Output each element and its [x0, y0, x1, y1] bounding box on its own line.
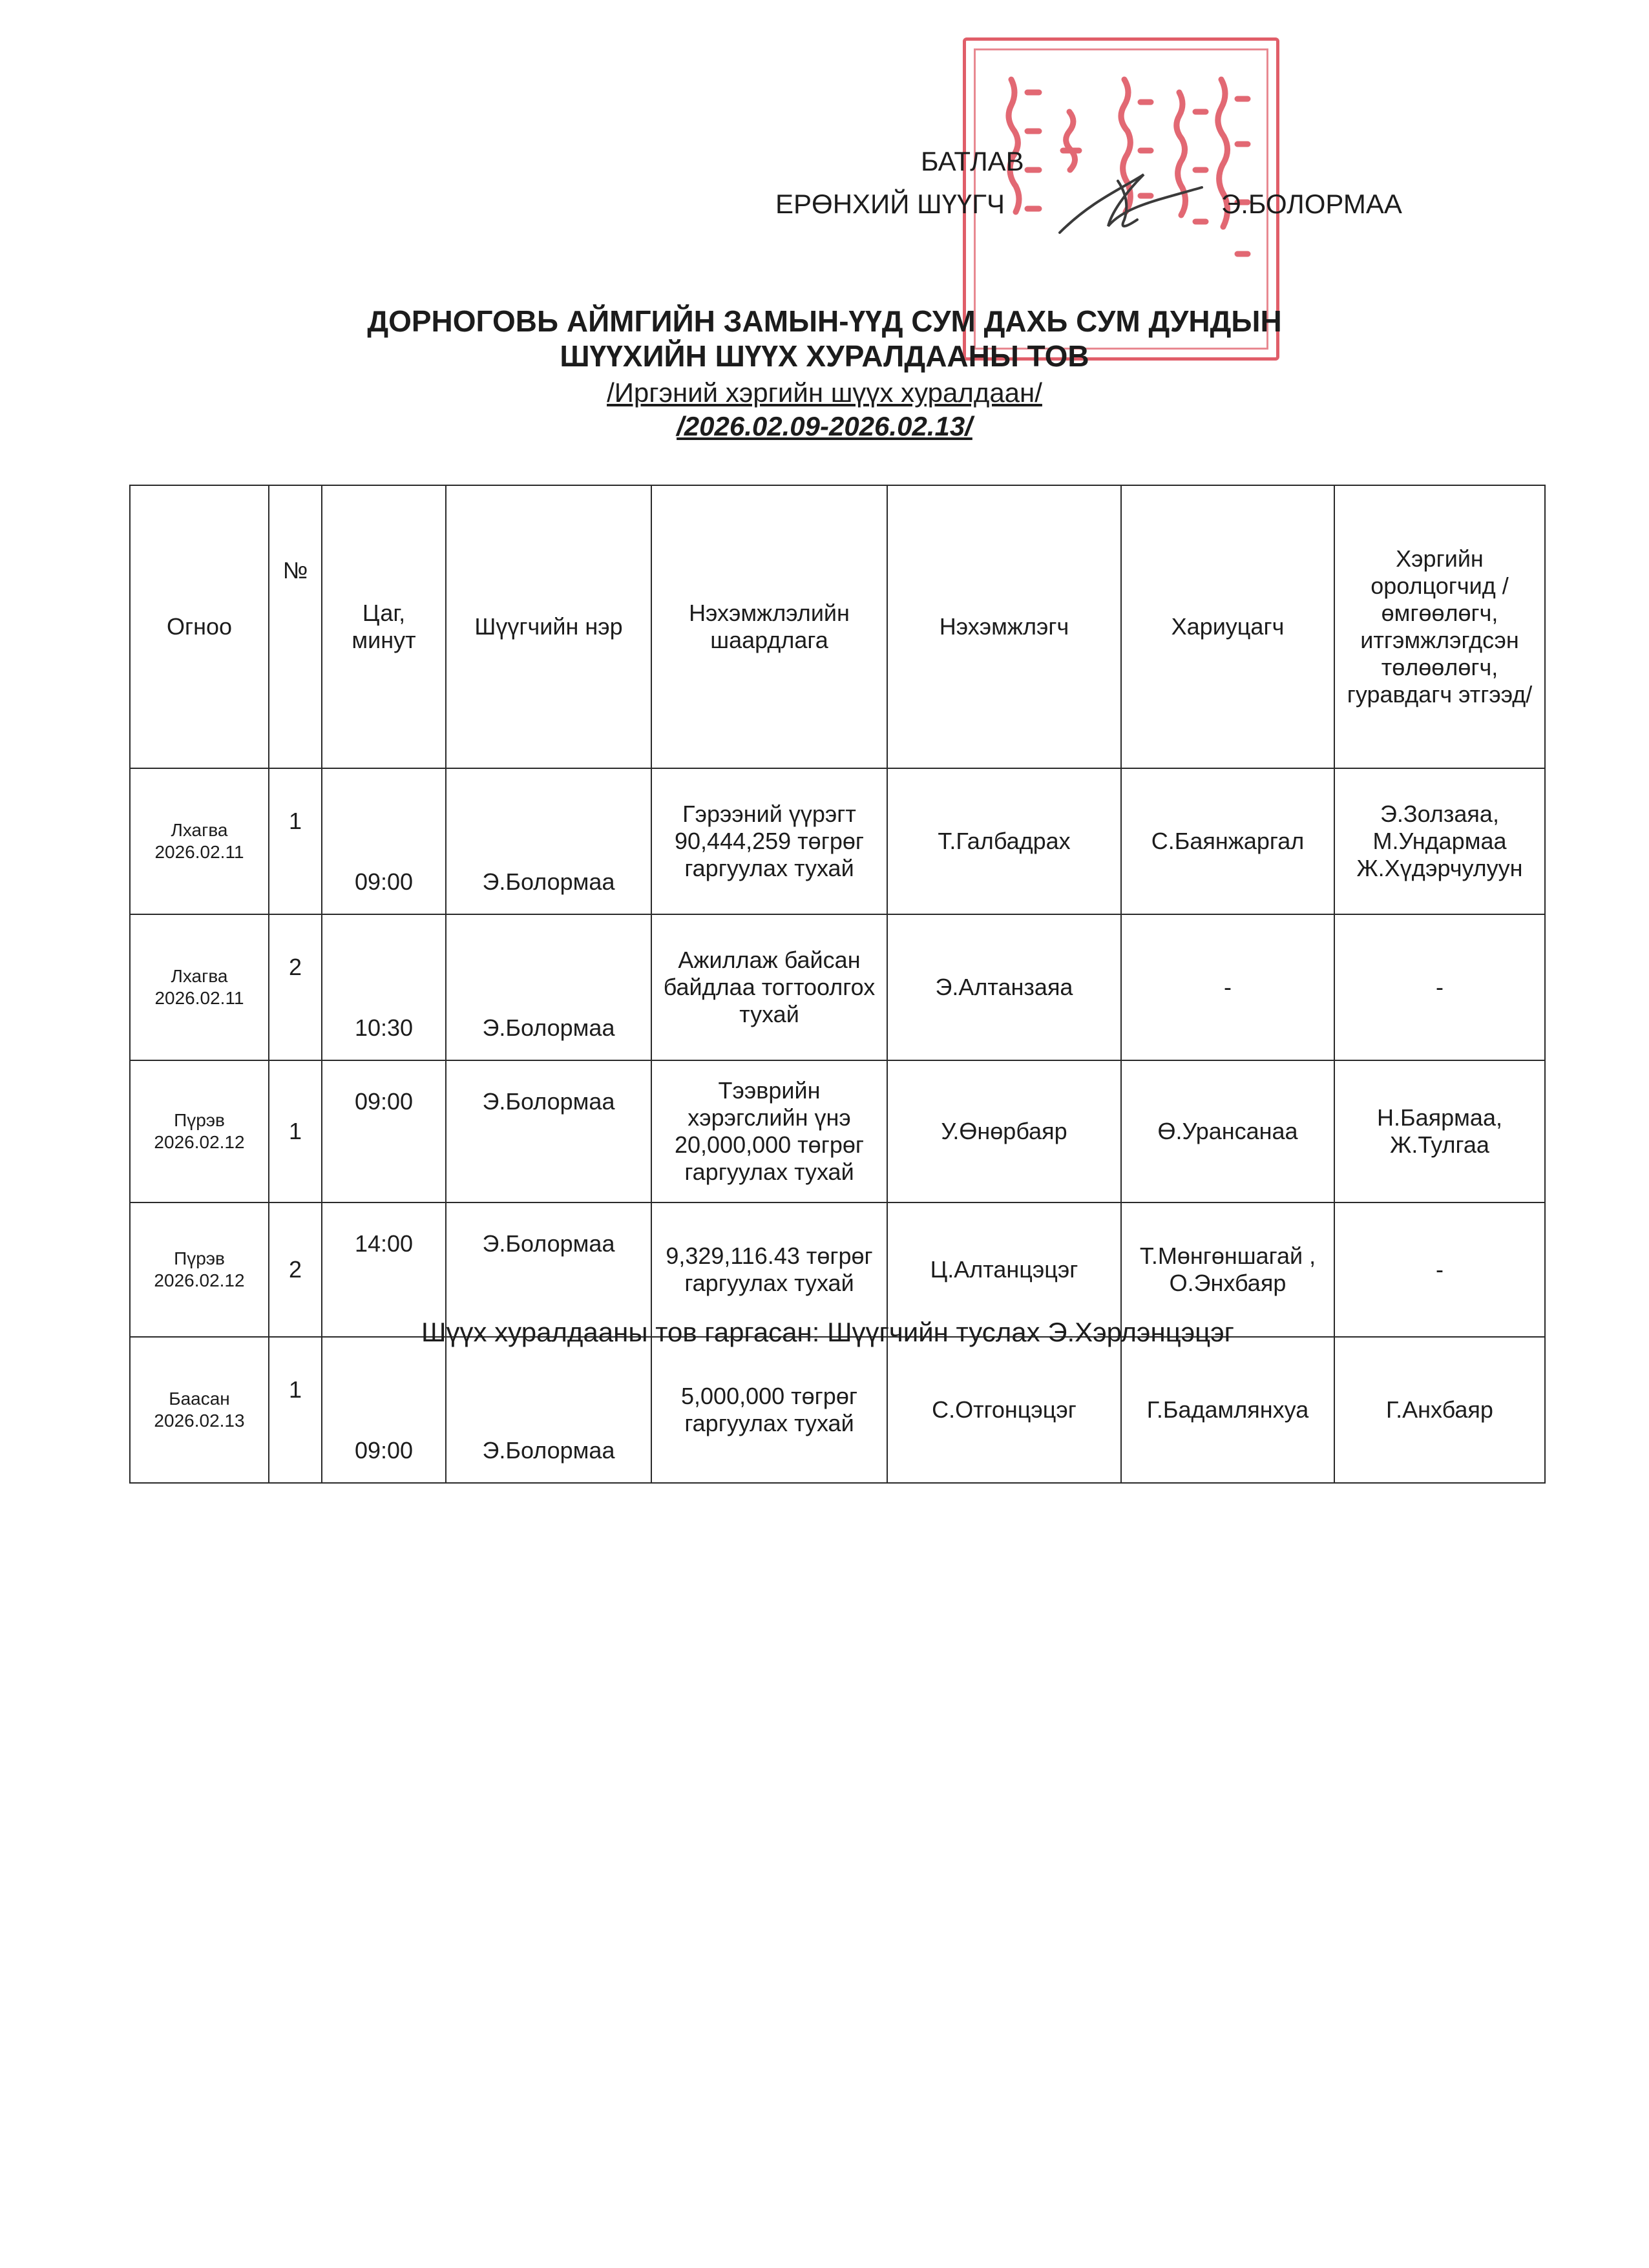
participants-cell: Н.Баярмаа, Ж.Тулгаа: [1334, 1060, 1545, 1202]
time-cell: 14:00: [322, 1202, 446, 1337]
date-cell: [130, 1337, 269, 1483]
date-cell: [130, 768, 269, 914]
judge-cell: Э.Болормаа: [446, 1202, 651, 1337]
date-cell: [130, 1060, 269, 1202]
time-cell: 09:00: [322, 1337, 446, 1483]
plaintiff-cell: Э.Алтанзаяа: [887, 914, 1121, 1060]
judge-cell: Э.Болормаа: [446, 914, 651, 1060]
day-name: Пүрэв: [174, 1110, 225, 1130]
participants-cell: Г.Анхбаяр: [1334, 1337, 1545, 1483]
date-value: 2026.02.11: [154, 842, 244, 862]
judge-cell: Э.Болормаа: [446, 768, 651, 914]
approval-role: ЕРӨНХИЙ ШҮҮГЧ: [775, 189, 1005, 219]
claim-cell: 9,329,116.43 төгрөг гаргуулах тухай: [651, 1202, 887, 1337]
time-cell: 10:30: [322, 914, 446, 1060]
day-name: Пүрэв: [174, 1248, 225, 1268]
defendant-cell: С.Баянжаргал: [1121, 768, 1334, 914]
claim-cell: Гэрээний үүрэгт 90,444,259 төгрөг гаргуулах тухай: [651, 768, 887, 914]
participants-cell: -: [1334, 1202, 1545, 1337]
day-name: Лхагва: [171, 966, 228, 986]
plaintiff-cell: Т.Галбадрах: [887, 768, 1121, 914]
title-line-2: ШҮҮХИЙН ШҮҮХ ХУРАЛДААНЫ ТОВ: [560, 339, 1089, 373]
prepared-by-note: Шүүх хуралдааны тов гаргасан: Шүүгчийн туслах Э.Хэрлэнцэцэг: [421, 1317, 1234, 1347]
header-time: Цаг, минут: [322, 485, 446, 768]
judge-cell: Э.Болормаа: [446, 1060, 651, 1202]
title-line-1: ДОРНОГОВЬ АЙМГИЙН ЗАМЫН-ҮҮД СУМ ДАХЬ СУМ ДУНДЫН: [367, 304, 1282, 338]
date-value: 2026.02.12: [154, 1270, 245, 1290]
defendant-cell: -: [1121, 914, 1334, 1060]
header-defendant: Хариуцагч: [1121, 485, 1334, 768]
claim-cell: 5,000,000 төгрөг гаргуулах тухай: [651, 1337, 887, 1483]
header-plaintiff: Нэхэмжлэгч: [887, 485, 1121, 768]
table-row: [130, 768, 1545, 914]
table-row: [130, 914, 1545, 1060]
defendant-cell: Г.Бадамлянхуа: [1121, 1337, 1334, 1483]
time-cell: 09:00: [322, 768, 446, 914]
signature-icon: [1047, 162, 1215, 246]
table-row: [130, 1337, 1545, 1483]
defendant-cell: Т.Мөнгөншагай , О.Энхбаяр: [1121, 1202, 1334, 1337]
approval-title: БАТЛАВ: [921, 146, 1024, 176]
plaintiff-cell: Ц.Алтанцэцэг: [887, 1202, 1121, 1337]
date-value: 2026.02.12: [154, 1132, 245, 1152]
document-period: /2026.02.09-2026.02.13/: [677, 411, 972, 441]
number-cell: 2: [269, 914, 322, 1060]
approval-name: Э.БОЛОРМАА: [1221, 189, 1402, 219]
judge-cell: Э.Болормаа: [446, 1337, 651, 1483]
number-cell: 1: [269, 1060, 322, 1202]
time-cell: 09:00: [322, 1060, 446, 1202]
plaintiff-cell: У.Өнөрбаяр: [887, 1060, 1121, 1202]
header-date: Огноо: [130, 485, 269, 768]
table-header-row: [130, 485, 1545, 768]
day-name: Баасан: [169, 1389, 230, 1409]
header-claim: Нэхэмжлэлийн шаардлага: [651, 485, 887, 768]
claim-cell: Ажиллаж байсан байдлаа тогтоолгох тухай: [651, 914, 887, 1060]
number-cell: 1: [269, 768, 322, 914]
date-value: 2026.02.13: [154, 1411, 245, 1431]
header-judge: Шүүгчийн нэр: [446, 485, 651, 768]
date-value: 2026.02.11: [154, 988, 244, 1008]
header-participants: Хэргийн оролцогчид /өмгөөлөгч, итгэмжлэгдсэн төлөөлөгч, гуравдагч этгээд/: [1334, 485, 1545, 768]
date-cell: [130, 914, 269, 1060]
number-cell: 1: [269, 1337, 322, 1483]
document-subtitle: /Иргэний хэргийн шүүх хуралдаан/: [607, 377, 1042, 408]
participants-cell: -: [1334, 914, 1545, 1060]
claim-cell: Тээврийн хэрэгслийн үнэ 20,000,000 төгрөг гаргуулах тухай: [651, 1060, 887, 1202]
participants-cell: Э.Золзаяа, М.Ундармаа Ж.Хүдэрчулуун: [1334, 768, 1545, 914]
number-cell: 2: [269, 1202, 322, 1337]
document-title: [0, 304, 1649, 373]
defendant-cell: Ө.Урансанаа: [1121, 1060, 1334, 1202]
day-name: Лхагва: [171, 820, 228, 840]
header-number: №: [269, 485, 322, 768]
plaintiff-cell: С.Отгонцэцэг: [887, 1337, 1121, 1483]
table-row: [130, 1060, 1545, 1202]
